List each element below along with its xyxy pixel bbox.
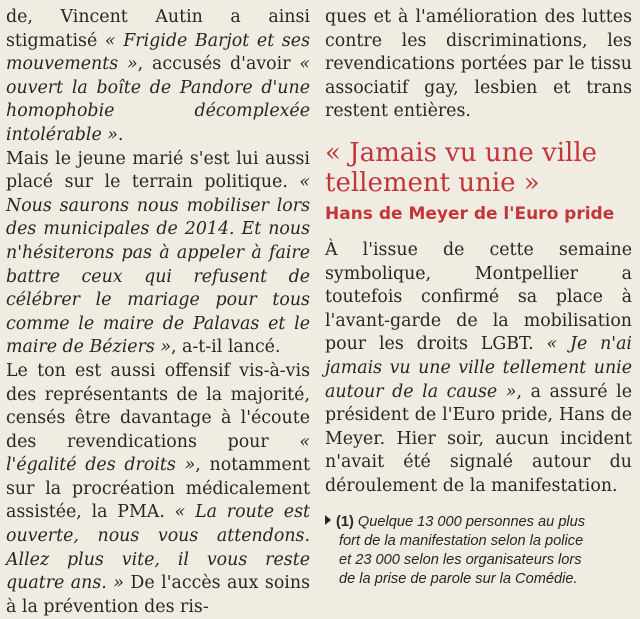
left-p1-end: . bbox=[117, 124, 124, 145]
footnote-line-1: Quelque 13 000 personnes au plus bbox=[353, 513, 586, 530]
section-headline: « Jamais vu une ville tellement unie » bbox=[325, 137, 598, 198]
left-p2-lead: Mais le jeune marié s'est lui aussi placé sur le terrain politique. bbox=[6, 148, 310, 193]
right-paragraph-1: ques et à l'amélioration des luttes contre les discriminations, les revendications portées par le tissu associatif gay, lesbien et trans restent entières. bbox=[325, 7, 632, 122]
right-p2-quote: « Je n'ai jamais vu une ville tellement unie autour de la cause » bbox=[325, 334, 632, 402]
left-p2-tail: , a-t-il lancé. bbox=[171, 337, 281, 358]
left-paragraph-3 bbox=[6, 360, 310, 619]
left-p1-quote-1: « Frigide Barjot et ses mouvements » bbox=[6, 30, 311, 75]
left-p2-quote: « Nous saurons nous mobiliser lors des municipales de 2014. Et nous n'hésiterons pas à appeler à faire battre ceux qui refusent de célébrer le mariage pour tous comme le maire de Palavas et le maire de Béziers » bbox=[6, 172, 310, 358]
right-p2-lead: À l'issue de cette semaine symbolique, Montpellier a toutefois confirmé sa place à l'avant-garde de la mobilisation pour les droits LGBT. bbox=[325, 239, 632, 355]
right-p2-tail: , a assuré le président de l'Euro pride, Hans de Meyer. Hier soir, aucun incident n'avait été signalé autour du déroulement de la manifestation. bbox=[325, 381, 633, 496]
left-p3-tail: De l'accès aux soins à la prévention des ris- bbox=[6, 573, 310, 617]
left-column bbox=[6, 0, 310, 619]
left-p1-lead: de, Vincent Autin a ainsi stigmatisé bbox=[6, 7, 310, 51]
right-column bbox=[325, 0, 632, 589]
left-p3-quote-1: « l'égalité des droits » bbox=[6, 431, 311, 476]
left-paragraph-1 bbox=[6, 6, 310, 148]
left-p3-quote-2: « La route est ouverte, nous vous attendons. Allez plus vite, il vous reste quatre ans. » bbox=[6, 502, 310, 594]
footnote-line-2: fort de la manifestation selon la police bbox=[339, 532, 584, 549]
section-byline: Hans de Meyer de l'Euro pride bbox=[325, 203, 615, 224]
footnote-marker: (1) bbox=[336, 513, 354, 530]
left-p1-quote-2: « ouvert la boîte de Pandore d'une homophobie décomplexée intolérable » bbox=[6, 54, 310, 145]
left-p1-mid: , accusés d'avoir bbox=[137, 54, 291, 75]
footnote-line-3: et 23 000 selon les organisateurs lors bbox=[339, 551, 582, 568]
triangle-bullet-icon bbox=[325, 515, 331, 525]
footnote bbox=[325, 513, 632, 590]
left-p3-lead: Le ton est aussi offensif vis-à-vis des représentants de la majorité, censés être davantage à l'écoute des revendications pour bbox=[6, 360, 310, 452]
left-p3-mid: , notamment sur la procréation médicalement assistée, la PMA. bbox=[6, 455, 310, 523]
left-paragraph-2 bbox=[6, 148, 310, 360]
right-paragraph-2 bbox=[325, 239, 632, 499]
footnote-line-4: de la prise de parole sur la Comédie. bbox=[339, 571, 578, 588]
